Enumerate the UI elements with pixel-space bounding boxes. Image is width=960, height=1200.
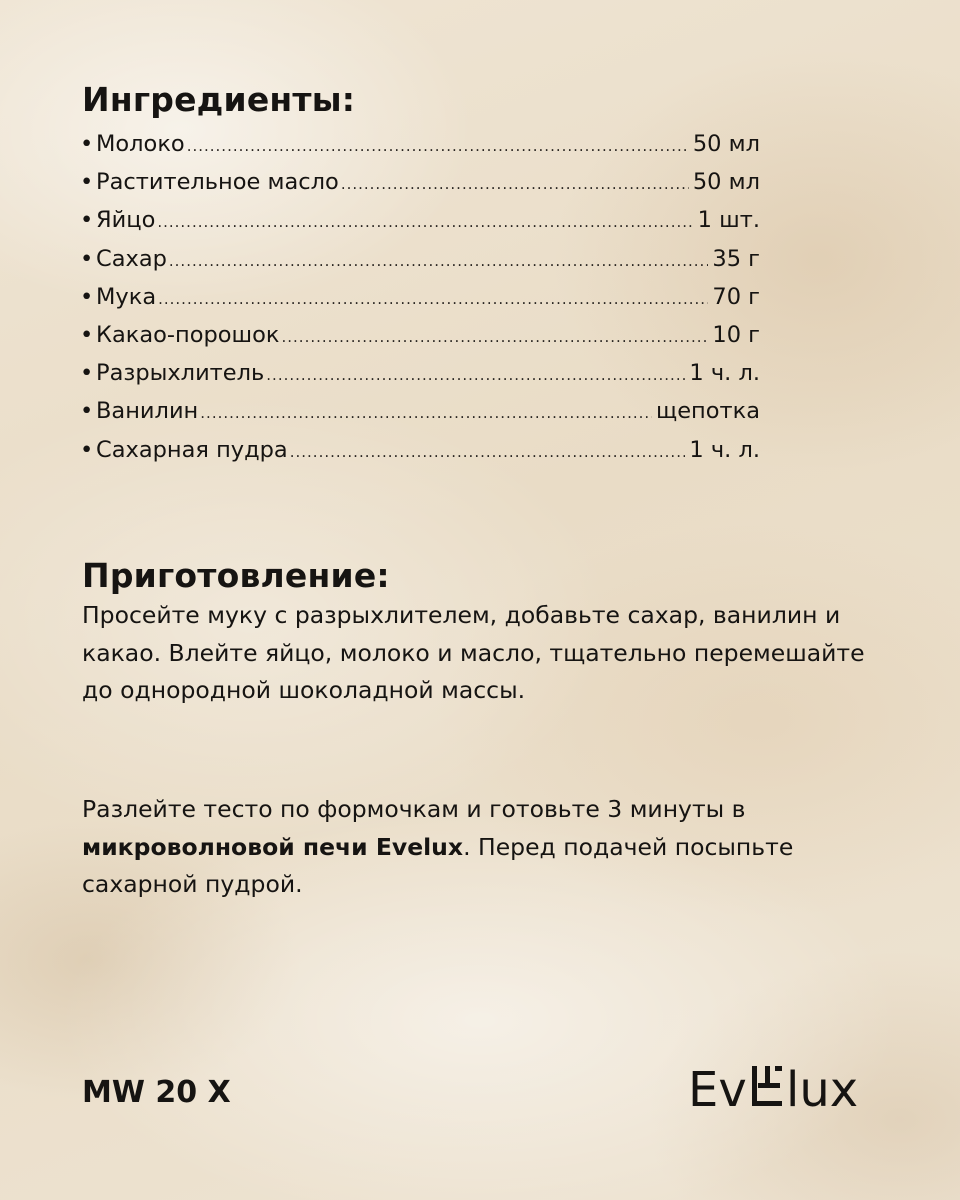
bullet: • (80, 283, 94, 310)
ingredients-list (80, 125, 760, 469)
ingredient-amount: щепотка (656, 398, 760, 425)
bullet: • (80, 398, 94, 425)
preparation-paragraph-1: Просейте муку с разрыхлителем, добавьте сахар, ванилин и какао. Влейте яйцо, молоко и масло, тщательно перемешайте до однородной шоколадной массы. (82, 601, 865, 704)
ingredient-row (80, 163, 760, 201)
ingredient-amount: 1 шт. (697, 207, 760, 234)
preparation-paragraph-2 (82, 791, 882, 904)
ingredient-row (80, 316, 760, 354)
ingredient-amount: 10 г (712, 321, 760, 348)
ingredient-name: Яйцо (96, 207, 156, 234)
bullet: • (80, 169, 94, 196)
ingredient-name: Разрыхлитель (96, 360, 265, 387)
ingredient-row (80, 354, 760, 392)
paragraph-text: Разлейте тесто по формочкам и готовьте 3 минуты в (82, 795, 746, 823)
model-number: MW 20 X (82, 1075, 231, 1110)
dot-leader (200, 394, 652, 432)
dot-leader (157, 203, 693, 241)
bullet: • (80, 207, 94, 234)
logo-text-right: lux (786, 1062, 859, 1112)
dot-leader (158, 280, 708, 318)
ingredient-row (80, 392, 760, 430)
product-highlight: микроволновой печи Evelux (82, 832, 464, 861)
ingredient-name: Растительное масло (96, 169, 339, 196)
bullet: • (80, 436, 94, 463)
ingredient-row (80, 201, 760, 239)
bullet: • (80, 321, 94, 348)
bullet: • (80, 360, 94, 387)
ingredient-row (80, 125, 760, 163)
ingredient-row (80, 240, 760, 278)
paragraph-text: . Перед подачей посыпьте сахарной пудрой. (82, 832, 794, 898)
ingredient-amount: 1 ч. л. (689, 360, 760, 387)
ingredient-amount: 35 г (712, 245, 760, 272)
dot-leader (169, 242, 709, 280)
ingredient-name: Ванилин (96, 398, 199, 425)
ingredient-name: Сахарная пудра (96, 436, 288, 463)
ingredient-amount: 70 г (712, 283, 760, 310)
ingredient-amount: 1 ч. л. (689, 436, 760, 463)
dot-leader (282, 318, 709, 356)
ingredient-name: Сахар (96, 245, 167, 272)
ingredient-row (80, 431, 760, 469)
dot-leader (266, 356, 685, 394)
ingredient-amount: 50 мл (692, 169, 760, 196)
logo-text-left: Ev (688, 1062, 747, 1112)
ingredient-row (80, 278, 760, 316)
dot-leader (187, 127, 689, 165)
dot-leader (341, 165, 689, 203)
evelux-logo (688, 1056, 880, 1112)
bullet: • (80, 131, 94, 157)
preparation-heading: Приготовление: (82, 556, 390, 595)
logo-e-glyph (752, 1066, 782, 1106)
ingredients-heading: Ингредиенты: (82, 80, 356, 119)
ingredient-name: Молоко (96, 131, 185, 157)
ingredient-name: Какао-порошок (96, 321, 280, 348)
dot-leader (290, 433, 686, 471)
ingredient-amount: 50 мл (692, 131, 760, 157)
ingredient-name: Мука (96, 283, 157, 310)
bullet: • (80, 245, 94, 272)
